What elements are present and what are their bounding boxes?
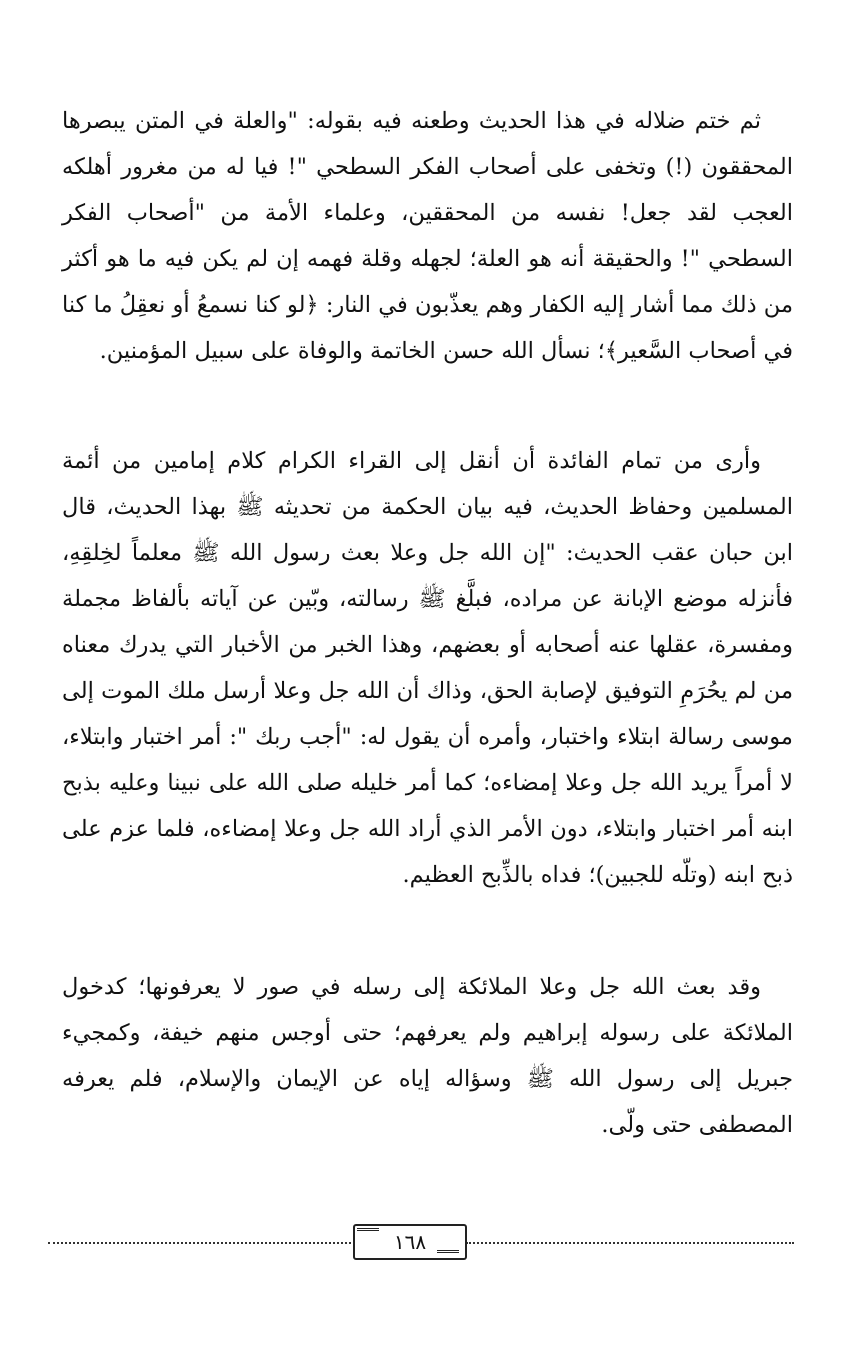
paragraph-3: وقد بعث الله جل وعلا الملائكة إلى رسله في صور لا يعرفونها؛ كدخول الملائكة على رسوله إبراهيم ولم يعرفهم؛ حتى أوجس منهم خيفة، وكمجيء جبريل إلى رسول الله ﷺ وسؤاله إياه عن الإيمان والإسلام، فلم يعرفه المصطفى حتى ولّى. bbox=[62, 974, 793, 1138]
page-number: ١٦٨ bbox=[393, 1230, 427, 1254]
paragraph-1: ثم ختم ضلاله في هذا الحديث وطعنه فيه بقوله: "والعلة في المتن يبصرها المحققون (!) وتخفى على أصحاب الفكر السطحي "! فيا له من مغرور أهلكه العجب لقد جعل! نفسه من المحققين، وعلماء الأمة من "أصحاب الفكر السطحي "! والحقيقة أنه هو العلة؛ لجهله وقلة فهمه إن لم يكن فيه ما هو أكثر من ذلك مما أشار إليه الكفار وهم يعذّبون في النار: ﴿لو كنا نسمعُ أو نعقِلُ ما كنا في أصحاب السَّعير﴾؛ نسأل الله حسن الخاتمة والوفاة على سبيل المؤمنين. bbox=[62, 108, 793, 364]
paragraph-2: وأرى من تمام الفائدة أن أنقل إلى القراء الكرام كلام إمامين من أئمة المسلمين وحفاظ الحديث، فيه بيان الحكمة من تحديثه ﷺ بهذا الحديث، قال ابن حبان عقب الحديث: "إن الله جل وعلا بعث رسول الله ﷺ معلماً لخِلقِهِ، فأنزله موضع الإبانة عن مراده، فبلَّغ ﷺ رسالته، وبّين عن آياته بألفاظ مجملة ومفسرة، عقلها عنه أصحابه أو بعضهم، وهذا الخبر من الأخبار التي يدرك معناه من لم يحُرَمِ التوفيق لإصابة الحق، وذاك أن الله جل وعلا أرسل ملك الموت إلى موسى رسالة ابتلاء واختبار، وأمره أن يقول له: "أجب ربك ": أمر اختبار وابتلاء، لا أمراً يريد الله جل وعلا إمضاءه؛ كما أمر خليله صلى الله على نبينا وعليه بذبح ابنه أمر اختبار وابتلاء، دون الأمر الذي أراد الله جل وعلا إمضاءه، فلما عزم على ذبح ابنه (وتلّه للجبين)؛ فداه بالذِّبح العظيم. bbox=[62, 448, 793, 888]
footer-divider-right bbox=[466, 1242, 794, 1244]
ornament-icon bbox=[437, 1250, 459, 1267]
ornament-icon bbox=[357, 1228, 379, 1245]
page-footer bbox=[0, 1222, 843, 1262]
footer-divider-left bbox=[48, 1242, 351, 1244]
